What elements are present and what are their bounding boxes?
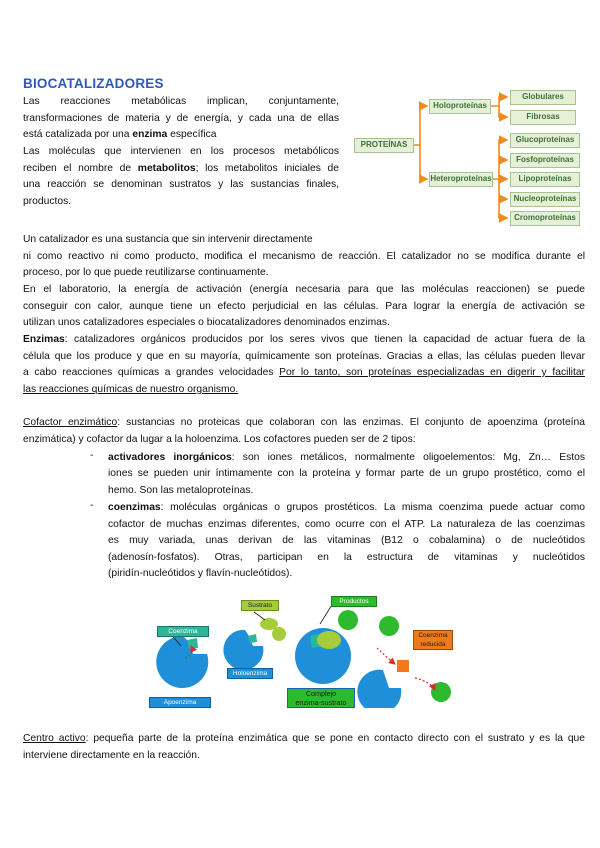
label-sustrato: Sustrato bbox=[241, 600, 279, 611]
enzimas-line-3-text: a cabo reacciones químicas a grandes velocidades bbox=[23, 367, 280, 378]
label-productos: Productos bbox=[331, 596, 377, 607]
intro-line-5-text-a: reciben el nombre de bbox=[23, 163, 138, 174]
catalyst-line-4: En el laboratorio, la energía de activación (energía necesaria para que las moléculas reaccionen) se puede bbox=[23, 284, 585, 295]
page-title: BIOCATALIZADORES bbox=[23, 76, 164, 91]
cofactor-line-1-text: : sustancias no proteicas que colaboran con las enzimas. El conjunto de apoenzima (proteína bbox=[117, 417, 585, 428]
intro-line-5-text-c: ; los metabolitos iniciales de bbox=[195, 163, 339, 174]
label-complejo-line-1: Complejo bbox=[305, 689, 337, 698]
label-apoenzima: Apoenzima bbox=[149, 697, 211, 708]
recycled-coenzyme-circle bbox=[431, 682, 451, 702]
box-glucoproteinas: Glucoproteínas bbox=[510, 133, 580, 148]
catalyst-line-6: utilizan unos catalizadores especiales o biocatalizadores denominados enzimas. bbox=[23, 317, 390, 328]
label-coenzima-reducida-line-2: reducida bbox=[420, 641, 446, 648]
bullet-2-line-4: (adenosín-fosfatos). Otras, participan en la estructura de vitaminas y nucleótidos bbox=[108, 552, 585, 563]
holoenzyme-shape bbox=[223, 630, 263, 670]
box-globulares: Globulares bbox=[510, 90, 576, 105]
intro-line-1: Las reacciones metabólicas implican, conjuntamente, bbox=[23, 96, 339, 107]
box-fibrosas: Fibrosas bbox=[510, 110, 576, 125]
bullet-1-line-2: iones se pueden unir íntimamente con la proteína y formar parte de un grupo prostético, como el bbox=[108, 468, 585, 479]
arrow-holo-fibrosas bbox=[499, 106, 507, 117]
released-enzyme-shape bbox=[357, 670, 401, 708]
cofactor-line-1 bbox=[23, 415, 585, 432]
catalyst-line-5: conseguir con calor, aunque tiene un efecto perjudicial en las células. Para lograr la energía de activación se bbox=[23, 301, 585, 312]
enzimas-line-4: las reacciones químicas de nuestro organismo. bbox=[23, 384, 239, 395]
coenzyme-shape bbox=[187, 638, 198, 649]
bullet-2-line-2: cofactor de muchas enzimas diferentes, como ocurre con el ATP. La naturaleza de las coenzimas bbox=[108, 519, 585, 530]
arrow-hetero-nucleoproteinas bbox=[499, 179, 507, 199]
intro-line-3-text-a: está catalizada por una bbox=[23, 129, 133, 140]
intro-line-3 bbox=[23, 127, 339, 144]
box-nucleoproteinas: Nucleoproteínas bbox=[510, 192, 580, 207]
intro-line-2: transformaciones de materia y de energía, y cada una de ellas bbox=[23, 113, 339, 124]
apoenzyme-shape bbox=[156, 636, 208, 688]
substrate-pointer bbox=[254, 612, 265, 620]
term-activadores: activadores inorgánicos bbox=[108, 452, 232, 463]
arrow-hetero-cromoproteinas bbox=[499, 199, 507, 218]
centro-line-2: interviene directamente en la reacción. bbox=[23, 750, 200, 761]
enzimas-line-3 bbox=[23, 365, 585, 382]
arrow-release bbox=[377, 648, 395, 664]
arrow-root-hetero bbox=[420, 145, 427, 179]
protein-classification-diagram bbox=[350, 86, 590, 231]
label-coenzima-reducida bbox=[413, 630, 453, 650]
enzimas-line-1-text: : catalizadores orgánicos producidos por los seres vivos que tienen la capacidad de actuar fuera de la bbox=[64, 334, 585, 345]
box-holoproteinas: Holoproteínas bbox=[429, 99, 491, 114]
box-heteroproteinas: Heteroproteínas bbox=[429, 172, 493, 187]
catalyst-line-1: Un catalizador es una sustancia que sin intervenir directamente bbox=[23, 234, 313, 245]
label-complejo bbox=[287, 688, 355, 708]
bullet-dash-1: - bbox=[90, 450, 94, 461]
intro-line-4: Las moléculas que intervienen en los procesos metabólicos bbox=[23, 146, 339, 157]
bullet-1-line-1-text: : son iones metálicos, normalmente oligoelementos: Mg, Zn… Estos bbox=[231, 452, 585, 463]
centro-line-1 bbox=[23, 731, 585, 748]
bullet-2-line-1 bbox=[108, 500, 585, 517]
complex-substrate bbox=[317, 631, 341, 649]
enzimas-line-1 bbox=[23, 332, 585, 349]
centro-line-1-text: : pequeña parte de la proteína enzimática que se pone en contacto directo con el sustrato y es la que bbox=[85, 733, 585, 744]
arrow-holo-globulares bbox=[490, 97, 507, 106]
bullet-2-line-5: (piridín-nucleótidos y flavín-nucleótidos). bbox=[108, 568, 293, 579]
cofactor-line-2: enzimática) y cofactor da lugar a la holoenzima. Los cofactores pueden ser de 2 tipos: bbox=[23, 434, 416, 445]
term-enzimas: Enzimas bbox=[23, 334, 65, 345]
bullet-2-line-3: es muy variada, unas derivan de las vitaminas (B12 o cobalamina) o de nucleótidos bbox=[108, 535, 585, 546]
catalyst-line-2: ni como reactivo ni como producto, modifica el mecanismo de reacción. El catalizador no se modifica durante el bbox=[23, 251, 585, 262]
enzimas-underlined-conclusion: Por lo tanto, son proteínas especializadas en digerir y facilitar bbox=[279, 367, 585, 378]
term-centro-activo: Centro activo bbox=[23, 733, 86, 744]
enzimas-line-2: célula que los produce y que en su mayoría, químicamente son proteínas. Gracias a ellas, las células pueden llevar bbox=[23, 351, 585, 362]
bullet-2-line-1-text: : moléculas orgánicas o grupos prostéticos. La misma coenzima puede actuar como bbox=[160, 502, 585, 513]
enzyme-mechanism-diagram bbox=[145, 596, 455, 708]
product-circle-1 bbox=[338, 610, 358, 630]
box-fosfoproteinas: Fosfoproteínas bbox=[510, 153, 580, 168]
term-enzima: enzima bbox=[132, 129, 168, 140]
label-coenzima: Coenzima bbox=[157, 626, 209, 637]
product-circle-2 bbox=[379, 616, 399, 636]
catalyst-line-3: proceso, por lo que puede reutilizarse continuamente. bbox=[23, 267, 269, 278]
reduced-coenzyme-shape bbox=[397, 660, 409, 672]
arrow-root-holo bbox=[414, 106, 427, 145]
substrate-shape-2 bbox=[272, 627, 286, 641]
intro-line-7: productos. bbox=[23, 196, 72, 207]
bullet-1-line-3: hemo. Son las metaloproteínas. bbox=[108, 485, 254, 496]
box-cromoproteinas: Cromoproteínas bbox=[510, 211, 580, 226]
term-metabolitos: metabolitos bbox=[137, 163, 196, 174]
intro-line-6: una reacción se denominan sustratos y las sustancias finales, bbox=[23, 179, 339, 190]
bullet-dash-2: - bbox=[90, 500, 94, 511]
label-complejo-line-2: enzima-sustrato bbox=[295, 698, 347, 707]
term-cofactor: Cofactor enzimático bbox=[23, 417, 118, 428]
intro-line-5 bbox=[23, 161, 339, 178]
bullet-1-line-1 bbox=[108, 450, 585, 467]
box-lipoproteinas: Lipoproteínas bbox=[510, 172, 580, 187]
box-proteinas: PROTEÍNAS bbox=[354, 138, 414, 153]
label-coenzima-reducida-line-1: Coenzima bbox=[418, 632, 448, 639]
intro-line-3-text-c: específica bbox=[167, 129, 217, 140]
label-holoenzima: Holoenzima bbox=[227, 668, 273, 679]
term-coenzimas: coenzimas bbox=[108, 502, 161, 513]
